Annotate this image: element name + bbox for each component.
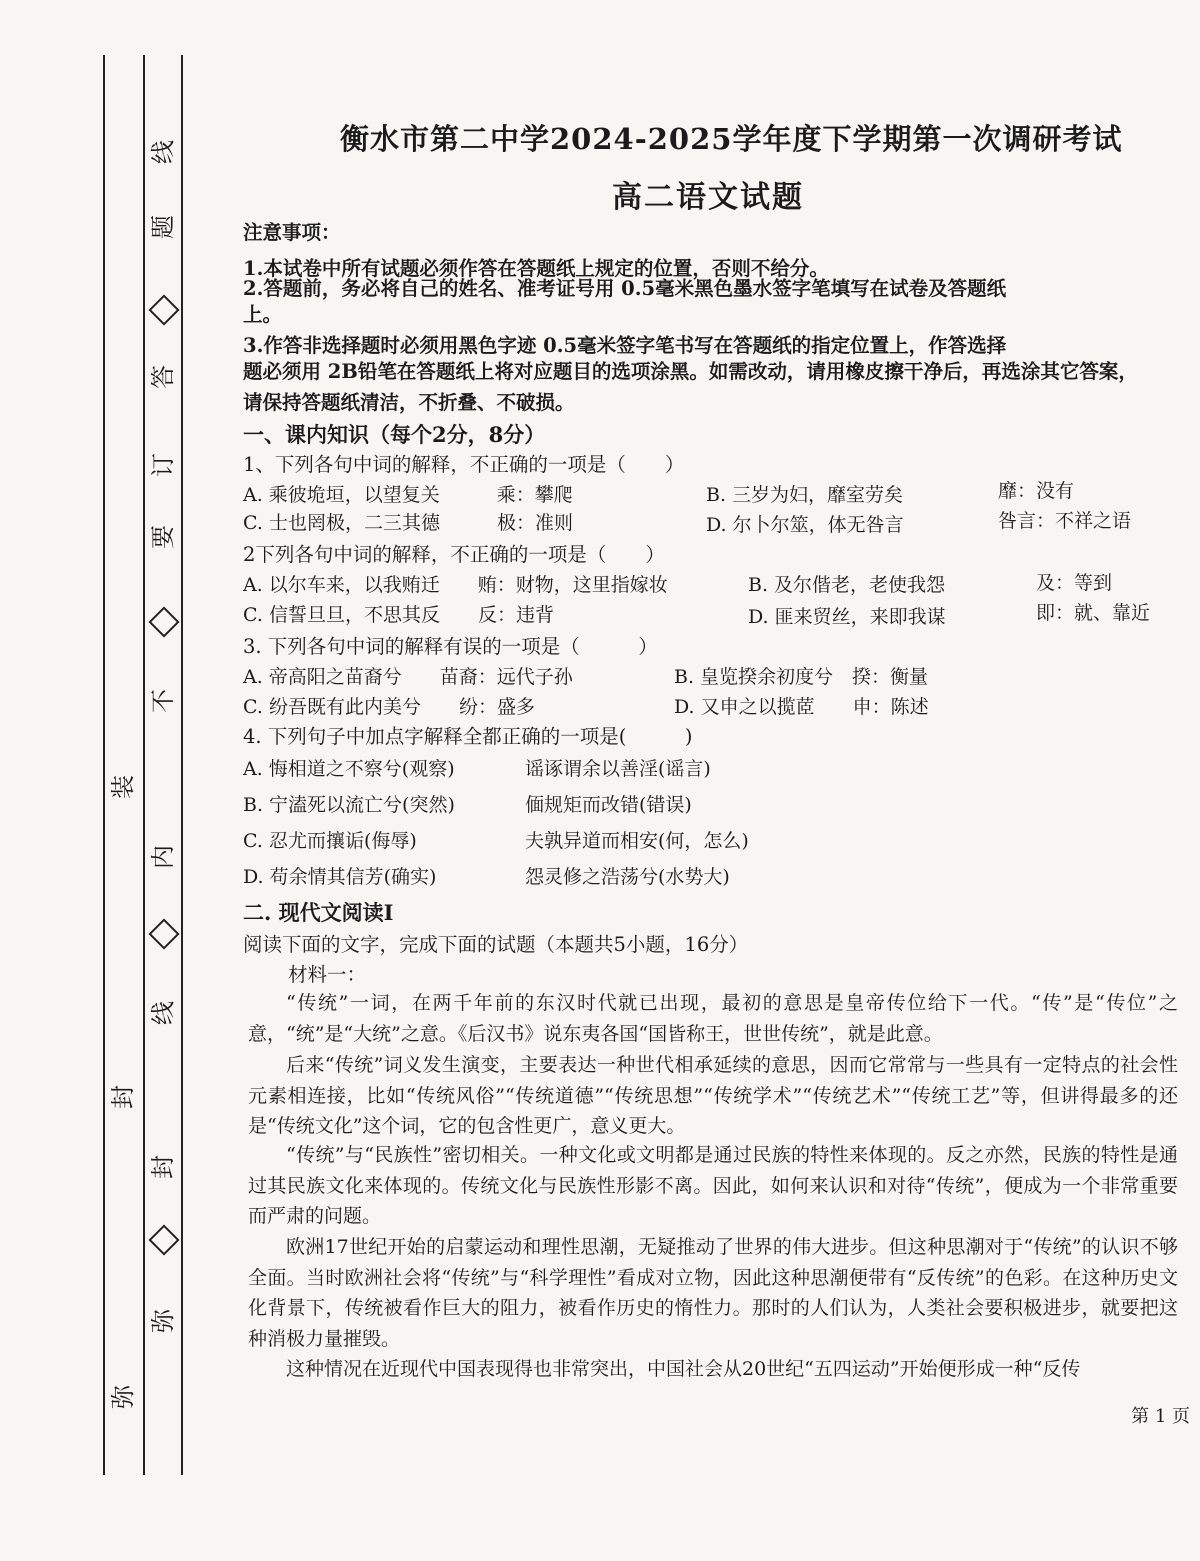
option-a-part2: 谣诼谓余以善淫(谣言) bbox=[525, 758, 711, 780]
section-heading: 一、课内知识（每个2分，8分） bbox=[243, 422, 546, 447]
binding-line bbox=[143, 55, 145, 1475]
option-c-part1: C. 忍尤而攘诟(侮辱) bbox=[243, 830, 417, 852]
binding-char: 弥 bbox=[149, 1309, 177, 1333]
section-intro: 阅读下面的文字，完成下面的试题（本题共5小题，16分） bbox=[243, 933, 749, 956]
option-d: D. 匪来贸丝，来即我谋 bbox=[748, 606, 946, 628]
option-b: B. 三岁为妇，靡室劳矣 bbox=[706, 484, 904, 506]
binding-char: 订 bbox=[149, 453, 177, 477]
option-d: D. 尔卜尔筮，体无咎言 bbox=[706, 514, 904, 536]
notice-heading: 注意事项： bbox=[243, 221, 341, 244]
question-stem: 4. 下列句子中加点字解释全都正确的一项是( ) bbox=[243, 725, 693, 748]
option-c: C. 纷吾既有此内美兮 纷：盛多 bbox=[243, 696, 535, 718]
option-a: A. 乘彼垝垣，以望复关 乘：攀爬 bbox=[243, 484, 573, 506]
option-b-part2: 偭规矩而改错(错误) bbox=[525, 794, 692, 816]
binding-char: 线 bbox=[149, 1001, 177, 1025]
section-heading: 二. 现代文阅读Ⅰ bbox=[243, 900, 394, 925]
option-c: C. 士也罔极，二三其德 极：准则 bbox=[243, 512, 573, 534]
binding-char: 答 bbox=[149, 365, 177, 389]
binding-char: 线 bbox=[149, 140, 177, 164]
binding-line bbox=[181, 55, 183, 1475]
binding-line bbox=[103, 55, 105, 1475]
binding-char: 要 bbox=[149, 525, 177, 549]
binding-char: 弥 bbox=[109, 1385, 137, 1409]
option-d-gloss: 咎言：不祥之语 bbox=[998, 510, 1132, 532]
option-d-gloss: 即：就、靠近 bbox=[1036, 602, 1151, 624]
option-d-part2: 怨灵修之浩荡兮(水势大) bbox=[525, 866, 730, 888]
binding-char: 封 bbox=[149, 1155, 177, 1179]
option-b-gloss: 靡：没有 bbox=[998, 480, 1075, 502]
binding-char: 内 bbox=[149, 845, 177, 869]
exam-subtitle: 高二语文试题 bbox=[612, 180, 804, 215]
notice-item: 上。 bbox=[243, 303, 283, 326]
option-d: D. 又申之以揽茝 申：陈述 bbox=[674, 696, 929, 718]
binding-char: 装 bbox=[109, 775, 137, 799]
notice-item: 题必须用 2B铅笔在答题纸上将对应题目的选项涂黑。如需改动，请用橡皮擦干净后，再选涂其它答案， bbox=[243, 360, 1138, 383]
binding-char: 封 bbox=[109, 1085, 137, 1109]
notice-item: 2.答题前，务必将自己的姓名、准考证号用 0.5毫米黑色墨水签字笔填写在试卷及答题纸 bbox=[243, 277, 1007, 300]
option-c: C. 信誓旦旦，不思其反 反：违背 bbox=[243, 604, 554, 626]
diamond-icon bbox=[148, 918, 179, 949]
diamond-icon bbox=[148, 1224, 179, 1255]
notice-item: 3.作答非选择题时必须用黑色字迹 0.5毫米签字笔书写在答题纸的指定位置上，作答选择 bbox=[243, 334, 1007, 357]
option-a: A. 以尔车来，以我贿迁 贿：财物，这里指嫁妆 bbox=[243, 574, 668, 596]
passage-paragraph: “传统”与“民族性”密切相关。一种文化或文明都是通过民族的特性来体现的。反之亦然，民族的特性是通过其民族文化来体现的。传统文化与民族性形影不离。因此，如何来认识和对待“传统”，便成为一个非常重要而严肃的问题。 bbox=[248, 1144, 1178, 1227]
question-stem: 3. 下列各句中词的解释有误的一项是（ ） bbox=[243, 635, 658, 658]
notice-item: 请保持答题纸清洁，不折叠、不破损。 bbox=[243, 391, 575, 414]
material-label: 材料一： bbox=[288, 963, 367, 986]
diamond-icon bbox=[148, 294, 179, 325]
option-a-part1: A. 悔相道之不察兮(观察) bbox=[243, 758, 455, 780]
option-b-gloss: 及：等到 bbox=[1036, 572, 1113, 594]
option-b: B. 皇览揆余初度兮 揆：衡量 bbox=[674, 666, 929, 688]
page-number: 第 1 页 bbox=[1131, 1406, 1190, 1427]
option-b-part1: B. 宁溘死以流亡兮(突然) bbox=[243, 794, 455, 816]
option-d-part1: D. 苟余情其信芳(确实) bbox=[243, 866, 437, 888]
question-stem: 2下列各句中词的解释，不正确的一项是（ ） bbox=[243, 543, 665, 566]
question-stem: 1、下列各句中词的解释，不正确的一项是（ ） bbox=[243, 453, 685, 476]
passage-paragraph: 这种情况在近现代中国表现得也非常突出，中国社会从20世纪“五四运动”开始便形成一种“反传 bbox=[286, 1358, 1081, 1380]
option-b: B. 及尔偕老，老使我怨 bbox=[748, 574, 946, 596]
passage-paragraph: 欧洲17世纪开始的启蒙运动和理性思潮，无疑推动了世界的伟大进步。但这种思潮对于“传统”的认识不够全面。当时欧洲社会将“传统”与“科学理性”看成对立物，因此这种思潮便带有“反传统”的色彩。在这种历史文化背景下，传统被看作巨大的阻力，被看作历史的惰性力。那时的人们认为，人类社会要积极进步，就要把这种消极力量摧毁。 bbox=[248, 1236, 1178, 1350]
option-a: A. 帝高阳之苗裔兮 苗裔：远代子孙 bbox=[243, 666, 573, 688]
option-c-part2: 夫孰异道而相安(何，怎么) bbox=[525, 830, 749, 852]
binding-char: 题 bbox=[149, 215, 177, 239]
passage-paragraph: 后来“传统”词义发生演变，主要表达一种世代相承延续的意思，因而它常常与一些具有一定特点的社会性元素相连接，比如“传统风俗”“传统道德”“传统思想”“传统学术”“传统艺术”“传统工艺”等，但讲得最多的还是“传统文化”这个词，它的包含性更广，意义更大。 bbox=[248, 1054, 1178, 1137]
diamond-icon bbox=[148, 606, 179, 637]
passage-paragraph: “传统”一词，在两千年前的东汉时代就已出现，最初的意思是皇帝传位给下一代。“传”是“传位”之意，“统”是“大统”之意。《后汉书》说东夷各国“国皆称王，世世传统”，就是此意。 bbox=[248, 992, 1178, 1045]
binding-char: 不 bbox=[149, 689, 177, 713]
binding-margin bbox=[95, 55, 190, 1475]
notice-item: 1.本试卷中所有试题必须作答在答题纸上规定的位置，否则不给分。 bbox=[243, 257, 829, 280]
exam-title: 衡水市第二中学2024-2025学年度下学期第一次调研考试 bbox=[340, 122, 1123, 156]
